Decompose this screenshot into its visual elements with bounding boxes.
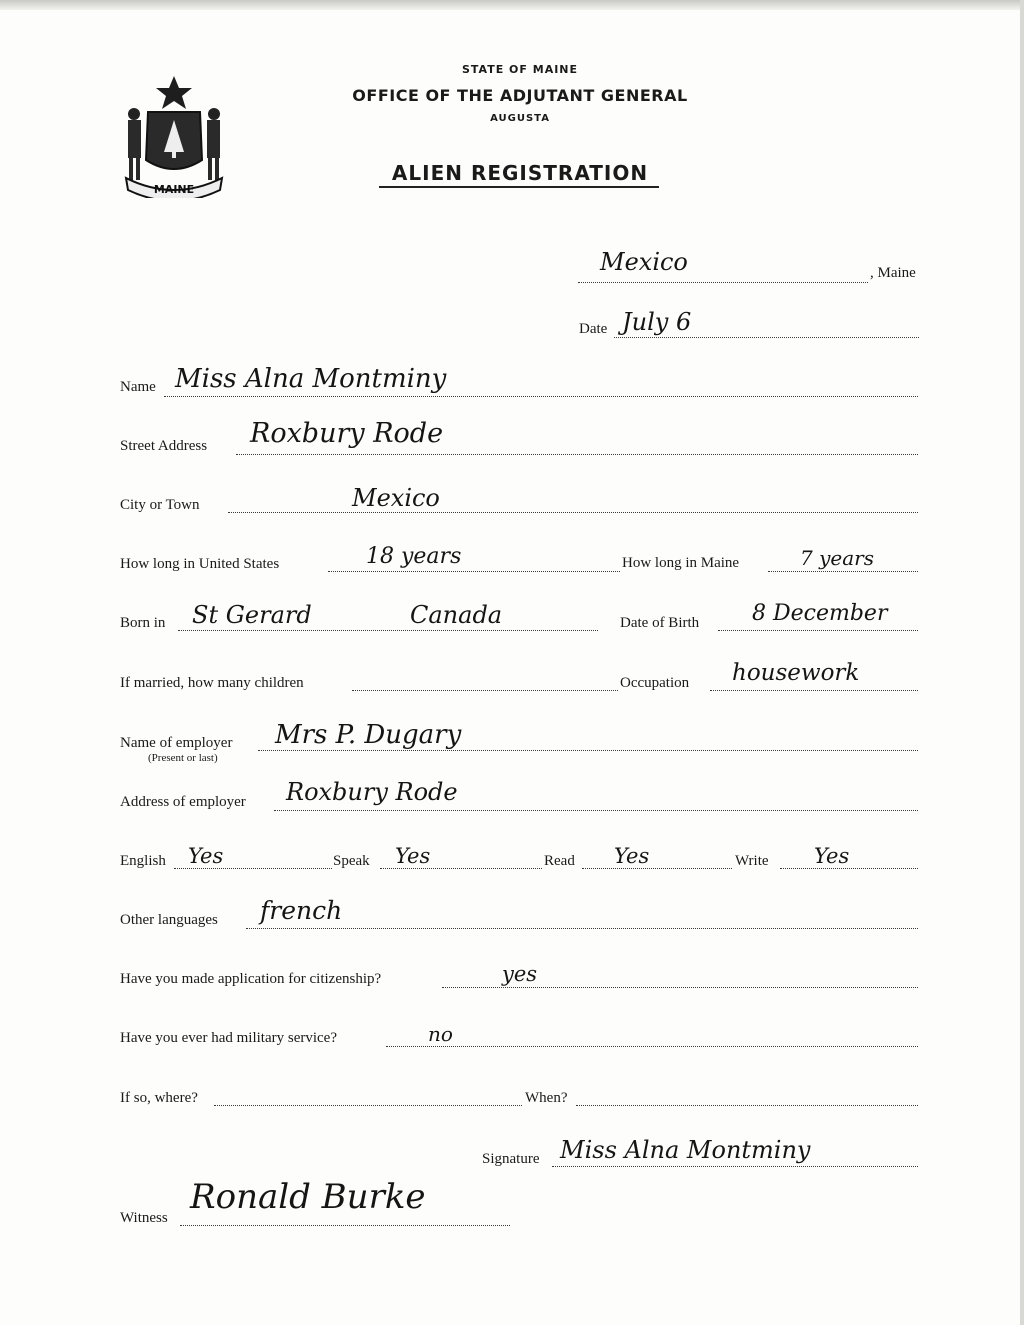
employer-line: [258, 750, 918, 751]
employer-value[interactable]: Mrs P. Dugary: [275, 720, 462, 750]
when-label: When?: [525, 1090, 568, 1106]
write-value[interactable]: Yes: [814, 844, 850, 868]
office-heading: OFFICE OF THE ADJUTANT GENERAL: [352, 86, 688, 105]
date-line: [614, 337, 919, 338]
signature-value[interactable]: Miss Alna Montminy: [560, 1136, 811, 1164]
how-long-maine-line: [768, 571, 918, 572]
date-value[interactable]: July 6: [622, 308, 692, 336]
how-long-us-line: [328, 571, 620, 572]
street-line: [236, 454, 918, 455]
military-label: Have you ever had military service?: [120, 1030, 337, 1046]
english-line: [174, 868, 332, 869]
read-line: [582, 868, 732, 869]
maine-label: , Maine: [870, 265, 916, 281]
how-long-us-label: How long in United States: [120, 556, 280, 572]
town-value[interactable]: Mexico: [600, 248, 688, 276]
form-title: ALIEN REGISTRATION: [391, 161, 649, 185]
speak-line: [380, 868, 542, 869]
citizenship-label: Have you made application for citizenship?: [120, 971, 382, 987]
where-line: [214, 1105, 522, 1106]
city-line: [228, 512, 918, 513]
read-label: Read: [544, 853, 575, 869]
witness-label: Witness: [120, 1210, 168, 1226]
witness-line: [180, 1225, 510, 1226]
dob-label: Date of Birth: [620, 615, 700, 631]
military-line: [386, 1046, 918, 1047]
born-in-line: [178, 630, 598, 631]
city-value[interactable]: Mexico: [352, 484, 440, 512]
other-languages-label: Other languages: [120, 912, 218, 928]
occupation-line: [710, 690, 918, 691]
signature-label: Signature: [482, 1151, 540, 1167]
how-long-maine-value[interactable]: 7 years: [800, 546, 874, 570]
english-label: English: [120, 853, 166, 869]
signature-line: [552, 1166, 918, 1167]
employer-address-label: Address of employer: [120, 794, 246, 810]
scan-right-edge: [1020, 0, 1024, 1325]
name-label: Name: [120, 379, 156, 395]
employer-sublabel: (Present or last): [148, 752, 218, 764]
born-in-label: Born in: [120, 615, 166, 631]
other-languages-line: [246, 928, 918, 929]
speak-label: Speak: [333, 853, 370, 869]
svg-text:MAINE: MAINE: [153, 183, 195, 196]
town-line: [578, 282, 868, 283]
employer-address-value[interactable]: Roxbury Rode: [286, 778, 458, 806]
other-languages-value[interactable]: french: [260, 896, 343, 925]
children-label: If married, how many children: [120, 675, 304, 691]
children-line: [352, 690, 618, 691]
name-value[interactable]: Miss Alna Montminy: [175, 364, 447, 394]
street-value[interactable]: Roxbury Rode: [250, 418, 444, 449]
city-heading: AUGUSTA: [490, 113, 550, 124]
employer-address-line: [274, 810, 918, 811]
read-value[interactable]: Yes: [614, 844, 650, 868]
where-label: If so, where?: [120, 1090, 198, 1106]
dob-value[interactable]: 8 December: [752, 601, 888, 626]
witness-value[interactable]: Ronald Burke: [190, 1177, 426, 1217]
born-in-place-value[interactable]: St Gerard: [192, 601, 312, 629]
how-long-maine-label: How long in Maine: [622, 555, 740, 571]
write-line: [780, 868, 918, 869]
occupation-value[interactable]: housework: [732, 660, 860, 686]
military-value[interactable]: no: [428, 1022, 453, 1046]
born-in-country-value[interactable]: Canada: [410, 601, 503, 629]
how-long-us-value[interactable]: 18 years: [366, 544, 462, 569]
state-heading: STATE OF MAINE: [461, 63, 579, 76]
write-label: Write: [735, 853, 769, 869]
citizenship-line: [442, 987, 918, 988]
speak-value[interactable]: Yes: [395, 844, 431, 868]
occupation-label: Occupation: [620, 675, 690, 691]
citizenship-value[interactable]: yes: [502, 962, 538, 986]
date-label: Date: [579, 321, 608, 337]
title-underline: [379, 186, 659, 188]
employer-label: Name of employer: [120, 735, 233, 751]
city-label: City or Town: [120, 497, 200, 513]
dob-line: [718, 630, 918, 631]
street-label: Street Address: [120, 438, 208, 454]
scan-top-edge: [0, 0, 1024, 10]
english-value[interactable]: Yes: [188, 844, 224, 868]
name-line: [164, 396, 918, 397]
when-line: [576, 1105, 918, 1106]
